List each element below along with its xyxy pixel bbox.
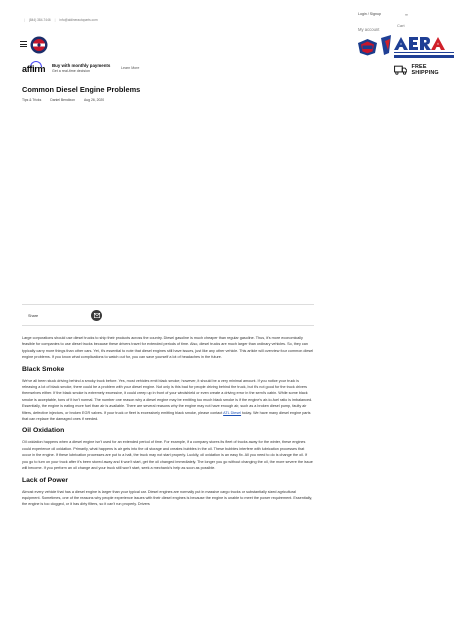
article-title: Common Diesel Engine Problems [22, 85, 141, 94]
section-body-black-smoke [22, 378, 314, 423]
truck-icon [394, 65, 407, 75]
article-category[interactable]: Tips & Tricks [22, 98, 42, 102]
mail-icon [94, 313, 100, 318]
atl-diesel-link[interactable]: ATL Diesel [223, 410, 242, 415]
bell-icon[interactable]: ∞ [405, 12, 408, 17]
my-account-link[interactable]: My account [358, 27, 380, 32]
section-heading-black-smoke: Black Smoke [22, 365, 65, 373]
section-heading-lack-of-power: Lack of Power [22, 476, 69, 484]
article-meta [22, 98, 104, 102]
phone-link[interactable]: (844) 384-7446 [28, 18, 51, 22]
separator: | [24, 18, 25, 22]
article-body [22, 335, 314, 513]
email-link[interactable]: info@aldinerautoparts.com [59, 18, 98, 22]
black-smoke-text-end: today. We have many diesel engine parts that can replace the damaged ones if needed. [22, 410, 311, 422]
affirm-banner [22, 62, 454, 78]
cart-link[interactable]: Cart [397, 23, 405, 28]
separator: | [54, 18, 56, 22]
section-body-oil-oxidation: Oil oxidation happens when a diesel engine isn't used for an extended period of time. For example, if a company stores its fleet of trucks away for the winter, these engines could experience oil oxidation. Primarily, what happens is air gets into the oil storage and creates bubbles in the oil. These bubbles interfere with lubrication processes that occur in the engine. If these lubrication processes are put to a halt, the truck may not start properly. Luckily, oil oxidation is an easy fix. All you need to do is change the oil. If you go to turn on your truck after it's been stored away and it won't start, get the oil changed immediately. The longer you go without changing the oil, the more severe the issue will become. If you perform an oil change and your truck still won't start, seek a mechanic's help as soon as possible. [22, 440, 313, 471]
share-bar [22, 304, 314, 326]
section-heading-oil-oxidation: Oil Oxidation [22, 427, 65, 435]
affirm-title: Buy with monthly payments [52, 63, 111, 68]
brand-logo[interactable] [29, 35, 49, 55]
free-shipping-badge [394, 64, 454, 76]
section-body-lack-of-power: Almost every vehicle that has a diesel engine is larger than your typical car. Diesel engines are normally put in massive cargo trucks or substantially sized agricultural equipment. Sometimes, one of the reasons why people experience issues with their diesel engines is because the engine is unable to meet the power requirement. Essentially, the engine is too clogged, or it has dirty filters, so it can't run properly. Drivers [22, 489, 313, 507]
email-share-button[interactable] [91, 310, 102, 321]
aera-logo [381, 35, 454, 60]
affirm-subtitle: Get a real-time decision [52, 68, 90, 73]
intro-paragraph: Large corporations should use diesel trucks to ship their products across the country. Diesel gasoline is much cheaper than regular gasoline. Thus, it's more economically feasible for companies to use diesel trucks because these drivers travel for extended periods of time. Also, diesel trucks are much larger than ordinary vehicles. So, they can typically carry more things than other cars. Yet, it's essential to note that diesel engines still have issues, just like any other vehicle. This article will overview four common diesel engine problems. If you know what complications to watch out for, you can save yourself a lot of headaches in the future. [22, 336, 314, 360]
top-bar [0, 0, 474, 30]
eins-logo [356, 38, 379, 56]
learn-more-link[interactable]: Learn More [121, 66, 140, 70]
share-label: Share [28, 314, 39, 318]
article-date: Aug 26, 2020 [83, 98, 105, 102]
login-signup-link[interactable]: Login / Signup [358, 12, 381, 16]
article-author[interactable]: Daniel Bendixon [50, 98, 75, 102]
affirm-logo: affirm [22, 64, 46, 74]
contact-info [24, 18, 98, 22]
hamburger-menu-icon[interactable] [20, 41, 27, 47]
free-shipping-label: FREE SHIPPING [411, 64, 439, 76]
black-smoke-text: We've all been stuck driving behind a smoky truck before. Yes, most vehicles emit black smoke; however, it should be a very minimal amount. If you notice your truck is releasing a lot of black smoke, there could be a problem with your diesel engine. Not only is this bad for people driving behind the truck, but it's not good for the truck drivers themselves either. If the black smoke is extremely excessive, it could creep up in front of your windshield or even create a driving error in the semi's cabin. While some black smoke is acceptable, tons of it isn't normal. The number one reason why a diesel engine may be emitting too much black smoke is if the engine's air-to-fuel ratio is imbalanced. Essentially, the engine is eating more fuel than air is available. There are several reasons why the engine may not have enough air, such as a broken diesel pump, faulty air filters, defective injectors, or broken EGR valves. If your truck or fleet is excessively emitting black smoke, please contact [22, 378, 313, 415]
